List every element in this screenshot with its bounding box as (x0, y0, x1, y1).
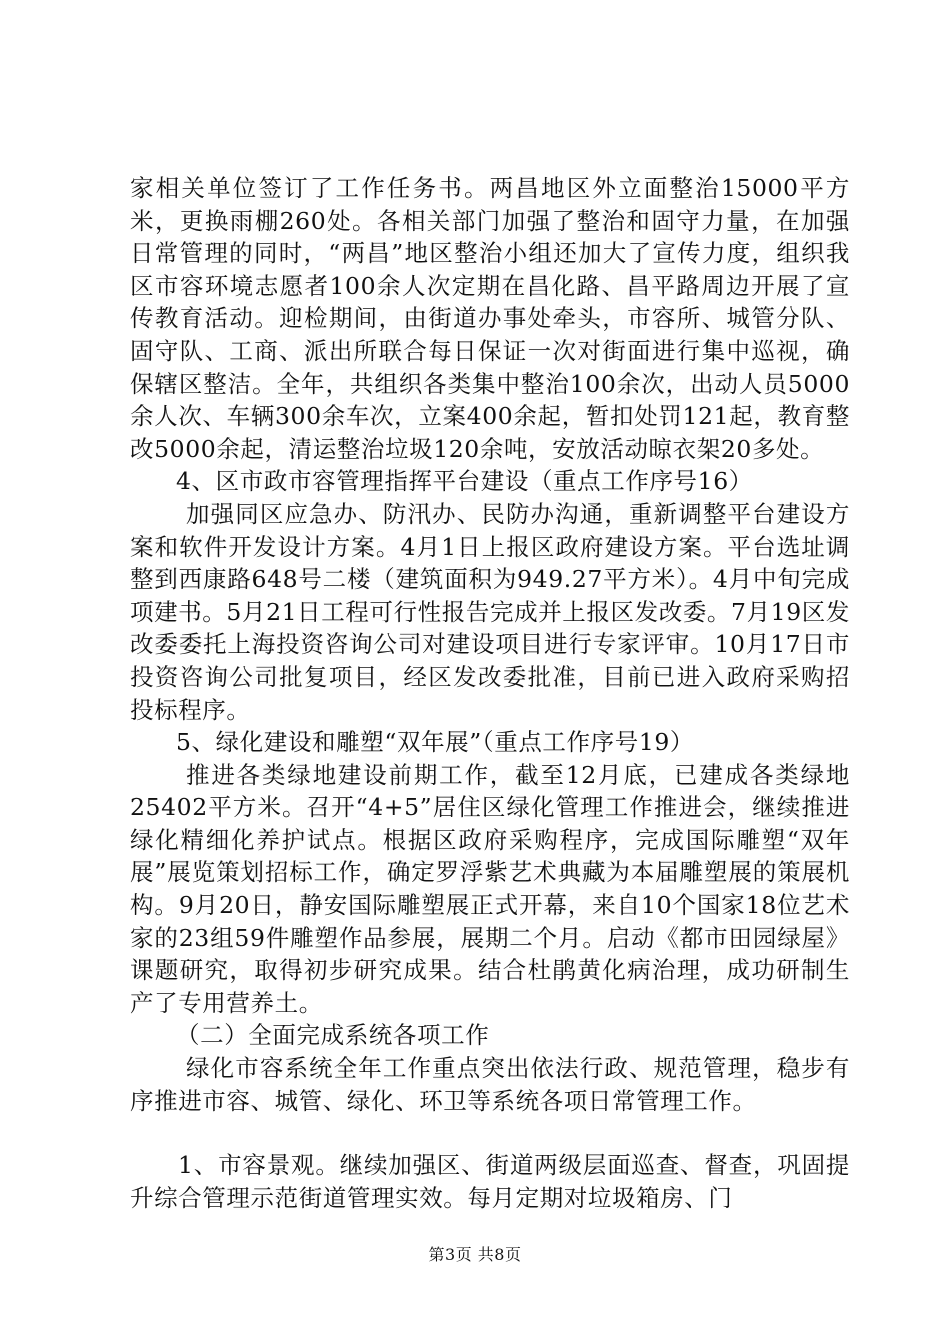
paragraph-city-appearance: 1、市容景观。继续加强区、街道两级层面巡查、督查，巩固提升综合管理示范街道管理实效。每月定期对垃圾箱房、门 (130, 1151, 850, 1212)
paragraph-command-platform: 加强同区应急办、防汛办、民防办沟通，重新调整平台建设方案和软件开发设计方案。4月1日上报区政府建设方案。平台选址调整到西康路648号二楼（建筑面积为949.27平方米）。4月中旬完成项建书。5月21日工程可行性报告完成并上报区发改委。7月19区发改委委托上海投资咨询公司对建设项目进行专家评审。10月17日市投资咨询公司批复项目，经区发改委批准，目前已进入政府采购招投标程序。 (130, 499, 850, 724)
page-number-footer: 第3页 共8页 (428, 1245, 522, 1264)
paragraph-spacer (130, 1117, 850, 1149)
document-body (130, 172, 850, 1214)
section-heading-command-platform: 4、区市政市容管理指挥平台建设（重点工作序号16） (176, 467, 753, 496)
paragraph-remediation-summary: 家相关单位签订了工作任务书。两昌地区外立面整治15000平方米，更换雨棚260处。各相关部门加强了整治和固守力量，在加强日常管理的同时，“两昌”地区整治小组还加大了宣传力度，组织我区市容环境志愿者100余人次定期在昌化路、昌平路周边开展了宣传教育活动。迎检期间，由街道办事处牵头，市容所、城管分队、固守队、工商、派出所联合每日保证一次对街面进行集中巡视，确保辖区整洁。全年，共组织各类集中整治100余次，出动人员5000余人次、车辆300余车次，立案400余起，暂扣处罚121起，教育整改5000余起，清运整治垃圾120余吨，安放活动晾衣架20多处。 (130, 174, 850, 463)
paragraph-greening-sculpture: 推进各类绿地建设前期工作，截至12月底，已建成各类绿地25402平方米。召开“4+5”居住区绿化管理工作推进会，继续推进绿化精细化养护试点。根据区政府采购程序，完成国际雕塑“双年展”展览策划招标工作，确定罗浮紫艺术典藏为本届雕塑展的策展机构。9月20日，静安国际雕塑展正式开幕，来自10个国家18位艺术家的23组59件雕塑作品参展，展期二个月。启动《都市田园绿屋》课题研究，取得初步研究成果。结合杜鹃黄化病治理，成功研制生产了专用营养土。 (130, 760, 850, 1017)
paragraph-system-work: 绿化市容系统全年工作重点突出依法行政、规范管理，稳步有序推进市容、城管、绿化、环卫等系统各项日常管理工作。 (130, 1054, 850, 1115)
section-heading-system-work: （二）全面完成系统各项工作 (176, 1021, 490, 1050)
section-heading-greening-sculpture: 5、绿化建设和雕塑“双年展”（重点工作序号19） (176, 728, 695, 757)
